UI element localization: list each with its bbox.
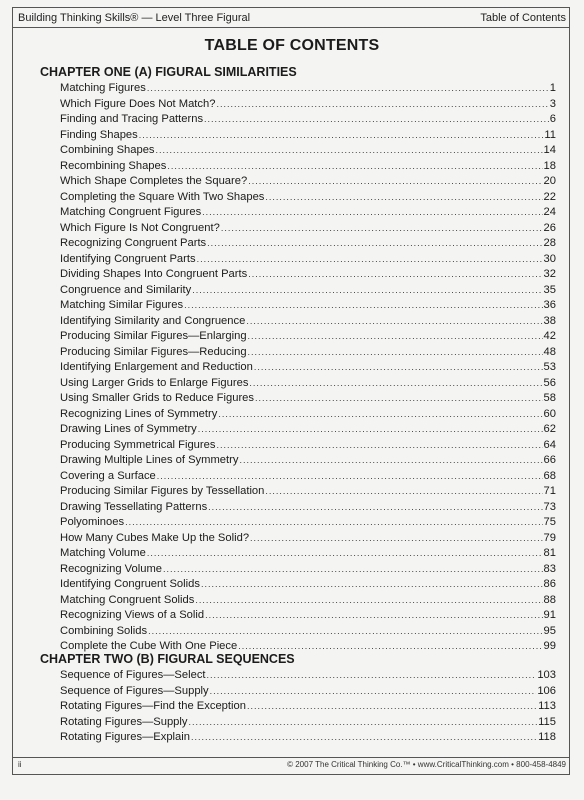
toc-entry-page-number: 48 bbox=[543, 345, 556, 358]
toc-entry bbox=[60, 562, 556, 578]
dot-leader bbox=[248, 329, 543, 345]
toc-entry-label: Rotating Figures—Supply bbox=[60, 715, 188, 728]
toc-entry-label: Which Figure Is Not Congruent? bbox=[60, 221, 220, 234]
dot-leader bbox=[218, 407, 542, 423]
toc-entry-label: Finding and Tracing Patterns bbox=[60, 113, 204, 125]
toc-entry-label: Combining Solids bbox=[60, 624, 148, 637]
dot-leader bbox=[201, 577, 543, 593]
toc-entry bbox=[60, 469, 556, 485]
toc-entry-page-number: 73 bbox=[543, 500, 556, 513]
toc-entry-page-number: 64 bbox=[543, 438, 556, 451]
page-footer bbox=[18, 760, 566, 769]
dot-leader bbox=[247, 699, 537, 715]
toc-entry-page-number: 88 bbox=[543, 593, 556, 606]
toc-entry bbox=[60, 500, 556, 516]
toc-entry-label: Matching Congruent Solids bbox=[60, 593, 195, 606]
dot-leader bbox=[250, 531, 543, 547]
dot-leader bbox=[147, 546, 543, 562]
chapter-one-entries bbox=[60, 81, 556, 655]
toc-entry-page-number: 30 bbox=[543, 252, 556, 265]
toc-entry-page-number: 118 bbox=[538, 731, 556, 743]
toc-entry bbox=[60, 684, 556, 700]
toc-entry-label: Producing Similar Figures—Enlarging bbox=[60, 330, 247, 342]
toc-entry bbox=[60, 252, 556, 268]
dot-leader bbox=[157, 469, 543, 485]
toc-entry-page-number: 115 bbox=[538, 715, 556, 728]
toc-entry-label: Covering a Surface bbox=[60, 469, 156, 482]
toc-entry bbox=[60, 81, 556, 97]
toc-entry-page-number: 71 bbox=[543, 485, 556, 497]
toc-entry bbox=[60, 329, 556, 345]
chapter-heading: CHAPTER TWO (B) FIGURAL SEQUENCES bbox=[40, 652, 295, 666]
toc-entry-page-number: 79 bbox=[543, 531, 556, 544]
toc-entry-label: Combining Shapes bbox=[60, 144, 155, 156]
dot-leader bbox=[210, 684, 537, 700]
toc-entry bbox=[60, 577, 556, 593]
toc-entry-label: Recombining Shapes bbox=[60, 159, 167, 172]
toc-entry bbox=[60, 699, 556, 715]
toc-entry-label: Identifying Similarity and Congruence bbox=[60, 314, 246, 327]
dot-leader bbox=[147, 81, 549, 97]
toc-entry-page-number: 113 bbox=[538, 700, 556, 712]
toc-entry-page-number: 60 bbox=[543, 407, 556, 420]
toc-entry bbox=[60, 128, 556, 144]
toc-entry bbox=[60, 159, 556, 175]
toc-entry-label: Matching Figures bbox=[60, 82, 146, 94]
dot-leader bbox=[216, 97, 548, 113]
toc-entry-page-number: 95 bbox=[543, 624, 556, 637]
toc-entry-page-number: 68 bbox=[543, 469, 556, 482]
header-section-title: Table of Contents bbox=[480, 12, 566, 24]
toc-entry-label: Sequence of Figures—Supply bbox=[60, 684, 209, 697]
toc-entry-page-number: 66 bbox=[543, 454, 556, 466]
dot-leader bbox=[148, 624, 542, 640]
dot-leader bbox=[248, 174, 542, 190]
chapter-one-section bbox=[40, 64, 560, 655]
toc-entry-page-number: 22 bbox=[543, 190, 556, 203]
toc-entry-label: Recognizing Congruent Parts bbox=[60, 237, 207, 249]
toc-entry-page-number: 75 bbox=[543, 516, 556, 528]
toc-entry bbox=[60, 715, 556, 731]
toc-entry-page-number: 28 bbox=[543, 237, 556, 249]
toc-entry-label: Completing the Square With Two Shapes bbox=[60, 190, 265, 203]
toc-entry-label: Which Shape Completes the Square? bbox=[60, 175, 248, 187]
toc-entry-label: Drawing Multiple Lines of Symmetry bbox=[60, 454, 239, 466]
toc-entry-label: Polyominoes bbox=[60, 516, 125, 528]
toc-entry-label: Sequence of Figures—Select bbox=[60, 669, 206, 681]
toc-entry-page-number: 20 bbox=[543, 175, 556, 187]
page-title: TABLE OF CONTENTS bbox=[204, 37, 380, 54]
dot-leader bbox=[205, 608, 542, 624]
toc-entry bbox=[60, 730, 556, 746]
chapter-heading: CHAPTER ONE (A) FIGURAL SIMILARITIES bbox=[40, 65, 297, 79]
toc-entry-label: Complete the Cube With One Piece bbox=[60, 640, 238, 652]
toc-entry bbox=[60, 360, 556, 376]
toc-entry-label: Identifying Congruent Parts bbox=[60, 252, 196, 265]
toc-entry bbox=[60, 345, 556, 361]
toc-entry-page-number: 86 bbox=[543, 578, 556, 590]
dot-leader bbox=[204, 112, 549, 128]
dot-leader bbox=[265, 190, 542, 206]
toc-entry-label: Recognizing Views of a Solid bbox=[60, 609, 205, 621]
running-header bbox=[18, 12, 566, 24]
toc-entry-page-number: 24 bbox=[543, 206, 556, 218]
toc-entry-page-number: 35 bbox=[543, 283, 556, 296]
toc-entry bbox=[60, 422, 556, 438]
toc-entry-page-number: 6 bbox=[549, 113, 556, 125]
dot-leader bbox=[198, 422, 543, 438]
toc-entry-label: Recognizing Volume bbox=[60, 562, 162, 575]
toc-entry-page-number: 11 bbox=[544, 128, 556, 141]
dot-leader bbox=[246, 314, 542, 330]
dot-leader bbox=[248, 345, 543, 361]
toc-entry-label: Recognizing Lines of Symmetry bbox=[60, 407, 218, 420]
toc-entry bbox=[60, 97, 556, 113]
toc-entry bbox=[60, 205, 556, 221]
toc-entry-page-number: 103 bbox=[537, 669, 556, 681]
toc-entry-page-number: 32 bbox=[543, 268, 556, 280]
toc-entry-page-number: 18 bbox=[543, 159, 556, 172]
dot-leader bbox=[139, 128, 544, 144]
toc-entry-label: Rotating Figures—Find the Exception bbox=[60, 700, 246, 712]
dot-leader bbox=[207, 236, 542, 252]
toc-entry bbox=[60, 174, 556, 190]
toc-entry-page-number: 36 bbox=[543, 299, 556, 311]
footer-divider bbox=[12, 757, 570, 758]
dot-leader bbox=[188, 715, 537, 731]
header-divider bbox=[12, 27, 570, 28]
dot-leader bbox=[207, 668, 537, 684]
toc-entry bbox=[60, 546, 556, 562]
dot-leader bbox=[202, 205, 542, 221]
toc-entry bbox=[60, 531, 556, 547]
toc-entry-page-number: 42 bbox=[543, 330, 556, 342]
toc-entry-label: Producing Similar Figures—Reducing bbox=[60, 345, 247, 358]
toc-entry bbox=[60, 221, 556, 237]
toc-entry-label: Drawing Tessellating Patterns bbox=[60, 500, 208, 513]
toc-entry bbox=[60, 484, 556, 500]
dot-leader bbox=[239, 453, 542, 469]
toc-entry bbox=[60, 515, 556, 531]
dot-leader bbox=[125, 515, 542, 531]
footer-copyright: © 2007 The Critical Thinking Co.™ • www.CriticalThinking.com • 800-458-4849 bbox=[287, 760, 566, 769]
dot-leader bbox=[249, 376, 542, 392]
toc-entry bbox=[60, 407, 556, 423]
toc-entry-label: Identifying Congruent Solids bbox=[60, 578, 200, 590]
header-book-title: Building Thinking Skills® — Level Three Figural bbox=[18, 12, 251, 24]
dot-leader bbox=[163, 562, 543, 578]
dot-leader bbox=[195, 593, 542, 609]
toc-entry-page-number: 99 bbox=[543, 640, 556, 652]
chapter-two-section bbox=[40, 651, 560, 746]
toc-entry bbox=[60, 143, 556, 159]
toc-entry-label: Matching Congruent Figures bbox=[60, 206, 202, 218]
dot-leader bbox=[254, 360, 543, 376]
toc-entry bbox=[60, 391, 556, 407]
toc-entry-page-number: 62 bbox=[543, 423, 556, 435]
dot-leader bbox=[191, 730, 537, 746]
toc-entry bbox=[60, 283, 556, 299]
toc-entry bbox=[60, 376, 556, 392]
toc-entry-label: How Many Cubes Make Up the Solid? bbox=[60, 531, 250, 544]
toc-entry-label: Which Figure Does Not Match? bbox=[60, 97, 216, 110]
toc-entry-label: Matching Volume bbox=[60, 547, 146, 559]
toc-entry bbox=[60, 267, 556, 283]
toc-entry-page-number: 53 bbox=[543, 361, 556, 373]
toc-entry-label: Rotating Figures—Explain bbox=[60, 731, 190, 743]
toc-entry-label: Using Larger Grids to Enlarge Figures bbox=[60, 376, 249, 389]
toc-entry-page-number: 26 bbox=[543, 221, 556, 234]
toc-entry bbox=[60, 112, 556, 128]
dot-leader bbox=[156, 143, 543, 159]
toc-entry bbox=[60, 236, 556, 252]
toc-entry-page-number: 91 bbox=[543, 609, 556, 621]
toc-entry bbox=[60, 624, 556, 640]
dot-leader bbox=[216, 438, 542, 454]
toc-entry bbox=[60, 668, 556, 684]
toc-entry-page-number: 1 bbox=[549, 82, 556, 94]
toc-entry-page-number: 14 bbox=[543, 144, 556, 156]
toc-entry-label: Drawing Lines of Symmetry bbox=[60, 423, 197, 435]
toc-entry bbox=[60, 314, 556, 330]
dot-leader bbox=[208, 500, 542, 516]
toc-entry bbox=[60, 298, 556, 314]
toc-entry-page-number: 83 bbox=[543, 562, 556, 575]
toc-entry-label: Producing Symmetrical Figures bbox=[60, 438, 216, 451]
toc-entry-label: Identifying Enlargement and Reduction bbox=[60, 361, 253, 373]
toc-entry-label: Finding Shapes bbox=[60, 128, 138, 141]
toc-entry bbox=[60, 593, 556, 609]
toc-entry bbox=[60, 438, 556, 454]
dot-leader bbox=[167, 159, 542, 175]
toc-entry-label: Dividing Shapes Into Congruent Parts bbox=[60, 268, 248, 280]
toc-entry-label: Congruence and Similarity bbox=[60, 283, 192, 296]
toc-entry-page-number: 38 bbox=[543, 314, 556, 327]
dot-leader bbox=[265, 484, 542, 500]
toc-entry-page-number: 3 bbox=[549, 97, 556, 110]
dot-leader bbox=[192, 283, 542, 299]
toc-entry-page-number: 58 bbox=[543, 392, 556, 404]
toc-entry-page-number: 56 bbox=[543, 376, 556, 389]
toc-entry-page-number: 106 bbox=[537, 684, 556, 697]
chapter-two-entries bbox=[60, 668, 556, 746]
toc-entry bbox=[60, 190, 556, 206]
dot-leader bbox=[255, 391, 543, 407]
toc-entry-label: Producing Similar Figures by Tessellation bbox=[60, 485, 265, 497]
toc-entry-page-number: 81 bbox=[543, 547, 556, 559]
dot-leader bbox=[197, 252, 543, 268]
toc-entry-label: Matching Similar Figures bbox=[60, 299, 184, 311]
dot-leader bbox=[248, 267, 542, 283]
dot-leader bbox=[184, 298, 542, 314]
toc-entry bbox=[60, 608, 556, 624]
toc-entry-label: Using Smaller Grids to Reduce Figures bbox=[60, 392, 254, 404]
toc-entry bbox=[60, 453, 556, 469]
footer-page-number: ii bbox=[18, 760, 22, 769]
dot-leader bbox=[221, 221, 543, 237]
